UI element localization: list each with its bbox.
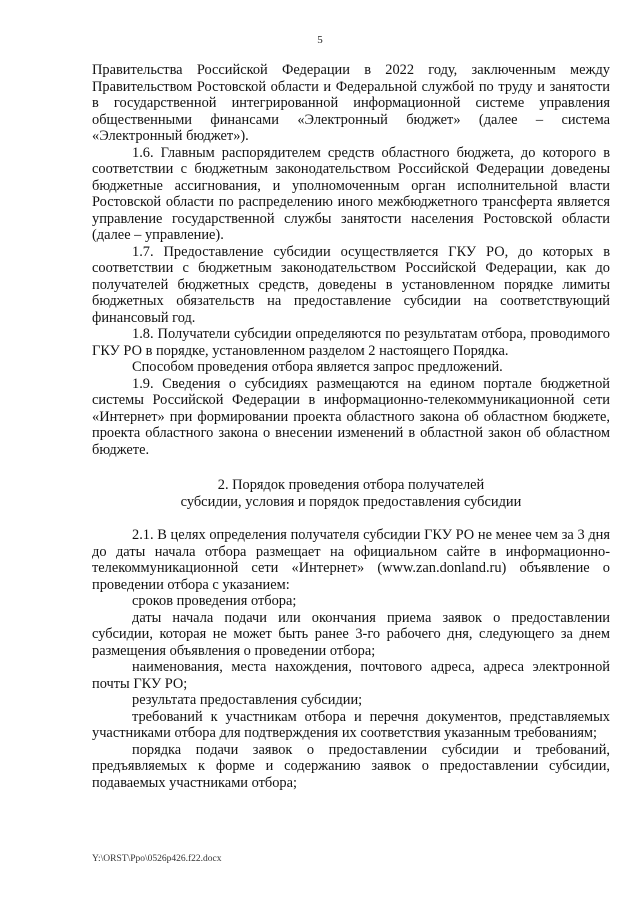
paragraph: 2.1. В целях определения получателя субсидии ГКУ РО не менее чем за 3 дня до даты начала отбора размещает на официальном сайте в информационно-телекоммуникационной сети «Интернет» (www.zan.donland.ru) объявление о проведении отбора с указанием: — [92, 527, 610, 593]
paragraph: 1.6. Главным распорядителем средств областного бюджета, до которого в соответствии с бюджетным законодательством Российской Федерации доведены бюджетные ассигнования, и уполномоченным орган исполнительной власти Ростовской области по распределению иного межбюджетного трансферта является управление государственной службы занятости населения Ростовской области (далее – управление). — [92, 144, 610, 243]
paragraph: Правительства Российской Федерации в 2022 году, заключенным между Правительством Ростовской области и Федеральной службой по труду и занятости в государственной интегрированной информационной системе управления общественными финансами «Электронный бюджет» (далее – система «Электронный бюджет»). — [92, 62, 610, 144]
paragraph: порядка подачи заявок о предоставлении субсидии и требований, предъявляемых к форме и содержанию заявок о предоставлении субсидии, подаваемых участниками отбора; — [92, 741, 610, 791]
document-body — [92, 62, 610, 791]
paragraph: результата предоставления субсидии; — [132, 692, 363, 708]
file-path-footer: Y:\ORST\Ppo\0526p426.f22.docx — [92, 854, 222, 864]
page-number: 5 — [317, 34, 323, 46]
paragraph: наименования, места нахождения, почтового адреса, адреса электронной почты ГКУ РО; — [92, 659, 610, 692]
paragraph: 1.8. Получатели субсидии определяются по результатам отбора, проводимого ГКУ РО в порядке, установленном разделом 2 настоящего Порядка. — [92, 326, 610, 359]
paragraph: Способом проведения отбора является запрос предложений. — [132, 359, 503, 375]
paragraph: 1.9. Сведения о субсидиях размещаются на едином портале бюджетной системы Российской Федерации в информационно-телекоммуникационной сети «Интернет» при формировании проекта областного закона об областном бюджете, проекта областного закона о внесении изменений в областной закон об областном бюджете. — [92, 375, 610, 458]
paragraph: 1.7. Предоставление субсидии осуществляется ГКУ РО, до которых в соответствии с бюджетным законодательством Российской Федерации, как до получателей бюджетных средств, доведены в установленном порядке лимиты бюджетных обязательств на предоставление субсидии на соответствующий финансовый год. — [92, 243, 610, 326]
paragraphs-top — [92, 62, 610, 458]
section-heading-line-1: 2. Порядок проведения отбора получателей — [217, 477, 485, 493]
paragraph: даты начала подачи или окончания приема заявок о предоставлении субсидии, которая не может быть ранее 3-го рабочего дня, следующего за днем размещения объявления о проведении отбора; — [92, 609, 610, 659]
paragraphs-bottom — [92, 527, 610, 791]
section-heading — [92, 477, 610, 510]
section-heading-line-2: субсидии, условия и порядок предоставления субсидии — [180, 493, 522, 510]
paragraph: сроков проведения отбора; — [132, 593, 297, 609]
paragraph: требований к участникам отбора и перечня документов, представляемых участниками отбора для подтверждения их соответствия указанным требованиям; — [92, 708, 610, 741]
